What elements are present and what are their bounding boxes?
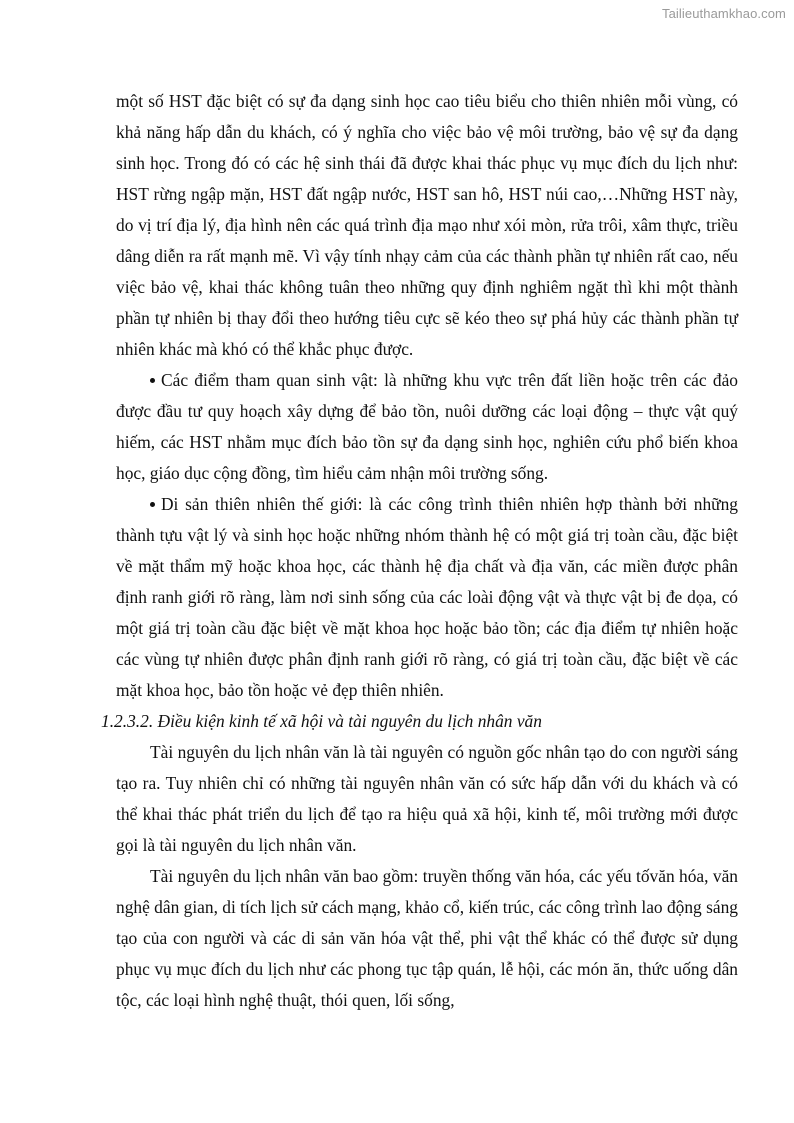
- bullet-item-world-heritage: [116, 489, 738, 706]
- watermark-text: Tailieuthamkhao.com: [661, 6, 786, 21]
- bullet-text: Các điểm tham quan sinh vật: là những khu vực trên đất liền hoặc trên các đảo được đầu tư quy hoạch xây dựng để bảo tồn, nuôi dưỡng các loại động – thực vật quý hiếm, các HST nhằm mục đích bảo tồn sự đa dạng sinh học, nghiên cứu phổ biến khoa học, giáo dục cộng đồng, tìm hiểu cảm nhận môi trường sống.: [116, 370, 738, 483]
- paragraph-human-resources-definition: Tài nguyên du lịch nhân văn là tài nguyên có nguồn gốc nhân tạo do con người sáng tạo ra. Tuy nhiên chỉ có những tài nguyên nhân văn có sức hấp dẫn với du khách và có thể khai thác phát triển du lịch để tạo ra hiệu quả xã hội, kinh tế, môi trường mới được gọi là tài nguyên du lịch nhân văn.: [116, 742, 738, 855]
- bullet-icon: [150, 378, 155, 383]
- section-heading: 1.2.3.2. Điều kiện kinh tế xã hội và tài nguyên du lịch nhân văn: [101, 711, 542, 731]
- document-body: [101, 86, 738, 1016]
- bullet-text: Di sản thiên nhiên thế giới: là các công trình thiên nhiên hợp thành bởi những thành tựu vật lý và sinh học hoặc những nhóm thành hệ có một giá trị toàn cầu, đặc biệt về mặt thẩm mỹ hoặc khoa học, các thành hệ địa chất và địa văn, các miền được phân định ranh giới rõ ràng, làm nơi sinh sống của các loài động vật và thực vật bị đe dọa, có một giá trị toàn cầu đặc biệt về mặt khoa học hoặc bảo tồn; các địa điểm tự nhiên hoặc các vùng tự nhiên được phân định ranh giới rõ ràng, có giá trị toàn cầu, đặc biệt về các mặt khoa học, bảo tồn hoặc vẻ đẹp thiên nhiên.: [116, 494, 738, 700]
- bullet-item-biological-sites: [116, 365, 738, 489]
- bullet-icon: [150, 502, 155, 507]
- paragraph-human-resources-list: Tài nguyên du lịch nhân văn bao gồm: truyền thống văn hóa, các yếu tốvăn hóa, văn nghệ dân gian, di tích lịch sử cách mạng, khảo cổ, kiến trúc, các công trình lao động sáng tạo của con người và các di sản văn hóa vật thể, phi vật thể khác có thể được sử dụng phục vụ mục đích du lịch như các phong tục tập quán, lễ hội, các món ăn, thức uống dân tộc, các loại hình nghệ thuật, thói quen, lối sống,: [116, 866, 738, 1010]
- paragraph-ecosystems: một số HST đặc biệt có sự đa dạng sinh học cao tiêu biểu cho thiên nhiên mỗi vùng, có khả năng hấp dẫn du khách, có ý nghĩa cho việc bảo vệ môi trường, bảo vệ sự đa dạng sinh học. Trong đó có các hệ sinh thái đã được khai thác phục vụ mục đích du lịch như: HST rừng ngập mặn, HST đất ngập nước, HST san hô, HST núi cao,…Những HST này, do vị trí địa lý, địa hình nên các quá trình địa mạo như xói mòn, rửa trôi, xâm thực, triều dâng diễn ra rất mạnh mẽ. Vì vậy tính nhạy cảm của các thành phần tự nhiên rất cao, nếu việc bảo vệ, khai thác không tuân theo những quy định nghiêm ngặt thì khi một thành phần tự nhiên bị thay đổi theo hướng tiêu cực sẽ kéo theo sự phá hủy các thành phần tự nhiên khác mà khó có thể khắc phục được.: [116, 91, 738, 359]
